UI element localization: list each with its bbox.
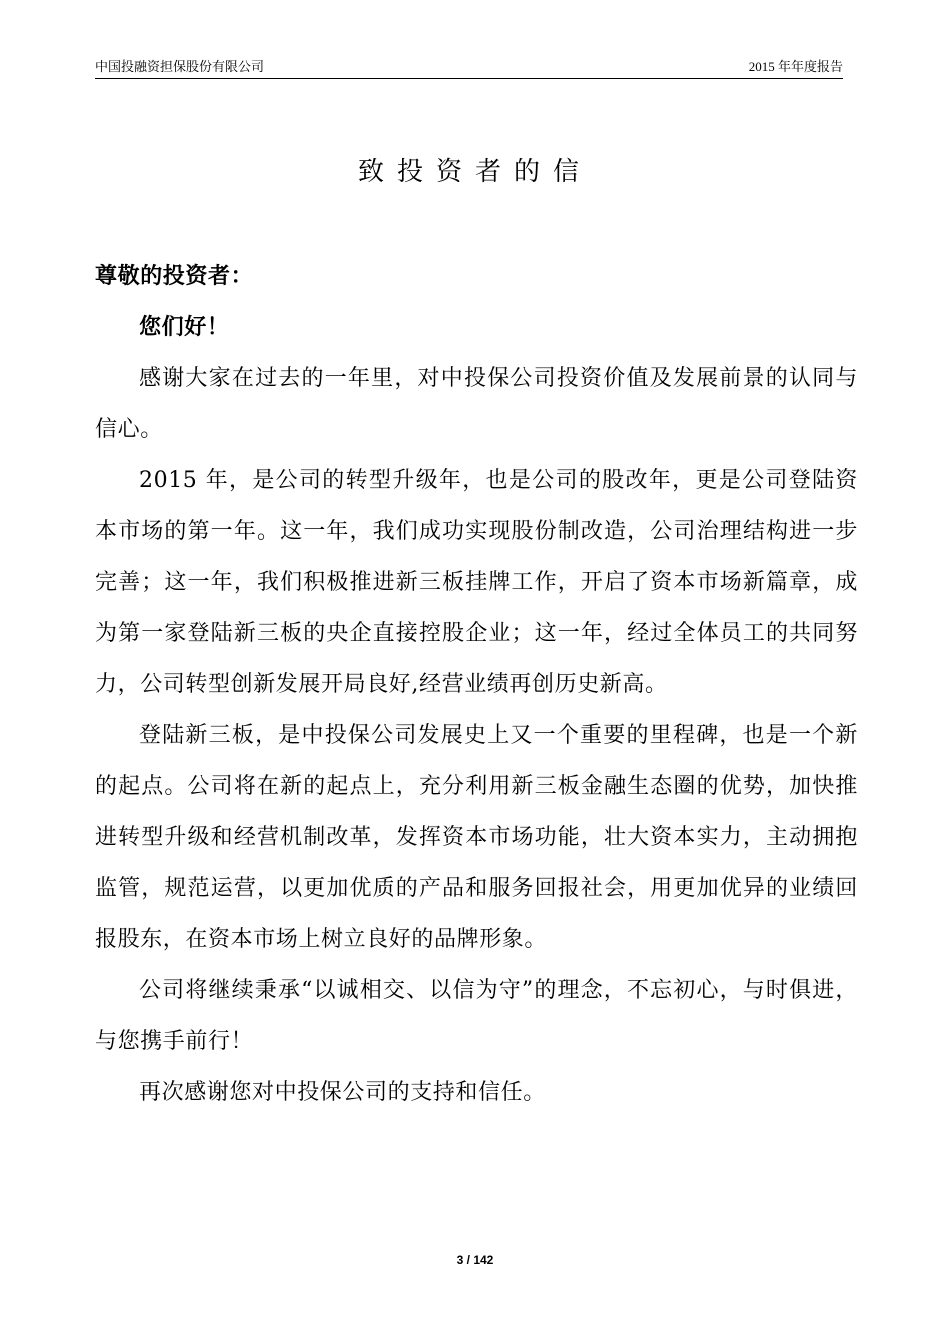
letter-body	[95, 251, 858, 1118]
letter-title: 致投资者的信	[357, 157, 592, 187]
paragraph-philosophy: 公司将继续秉承“以诚相交、以信为守”的理念，不忘初心，与时俱进，与您携手前行！	[95, 978, 858, 1054]
paragraph-closing: 再次感谢您对中投保公司的支持和信任。	[139, 1080, 546, 1105]
paragraph-new-starting-point: 登陆新三板，是中投保公司发展史上又一个重要的里程碑，也是一个新的起点。公司将在新的起点上，充分利用新三板金融生态圈的优势，加快推进转型升级和经营机制改革，发挥资本市场功能，壮大资本实力，主动拥抱监管，规范运营，以更加优质的产品和服务回报社会，用更加优异的业绩回报股东，在资本市场上树立良好的品牌形象。	[95, 723, 858, 952]
page-header	[95, 58, 843, 79]
salutation: 尊敬的投资者：	[95, 264, 254, 289]
greeting: 您们好！	[139, 315, 230, 340]
page-number: 3 / 142	[456, 1253, 494, 1267]
paragraph-2015-review: 2015 年，是公司的转型升级年，也是公司的股改年，更是公司登陆资本市场的第一年。这一年，我们成功实现股份制改造，公司治理结构进一步完善；这一年，我们积极推进新三板挂牌工作，开启了资本市场新篇章，成为第一家登陆新三板的央企直接控股企业；这一年，经过全体员工的共同努力，公司转型创新发展开局良好,经营业绩再创历史新高。	[95, 468, 858, 697]
paragraph-thanks: 感谢大家在过去的一年里，对中投保公司投资价值及发展前景的认同与信心。	[95, 366, 858, 442]
header-report-title: 2015 年年度报告	[748, 59, 843, 74]
header-company-name: 中国投融资担保股份有限公司	[95, 59, 265, 74]
